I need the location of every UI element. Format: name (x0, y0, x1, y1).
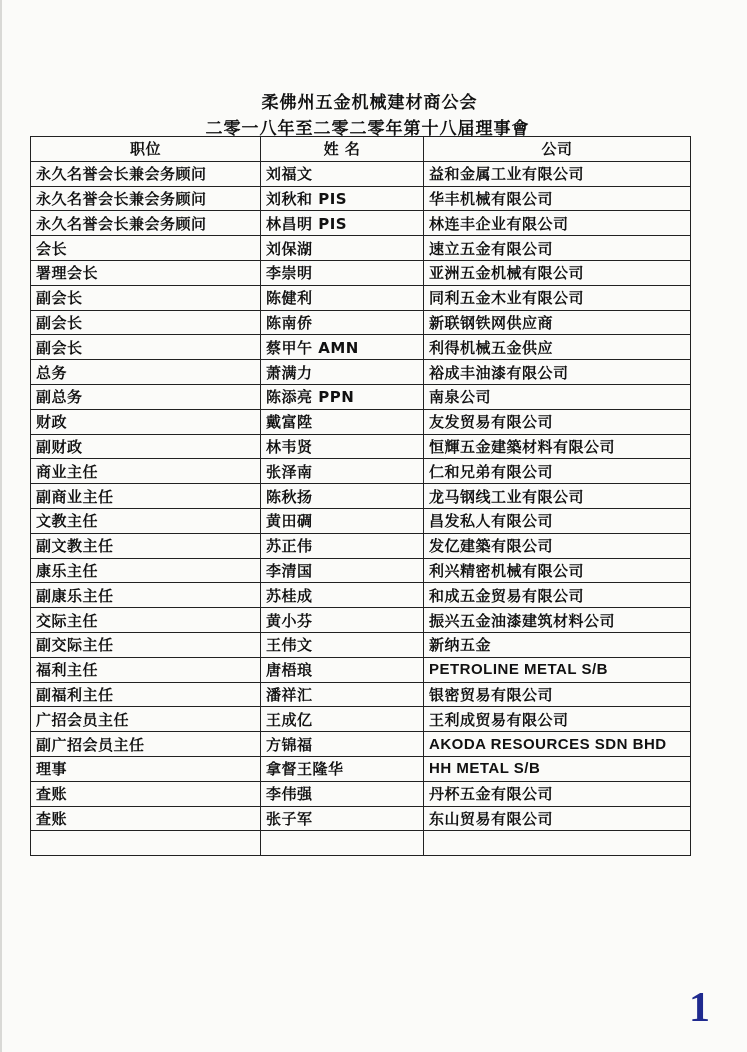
cell-name: 王伟文 (261, 632, 424, 657)
table-row (31, 806, 691, 831)
cell-name: 黄小芬 (261, 608, 424, 633)
table-row (31, 236, 691, 261)
cell-name: 林昌明 PIS (261, 211, 424, 236)
cell-company: PETROLINE METAL S/B (424, 657, 691, 682)
table-row (31, 831, 691, 856)
document-subtitle: 二零一八年至二零二零年第十八届理事會 (205, 119, 530, 139)
table-row (31, 335, 691, 360)
cell-position: 广招会员主任 (31, 707, 261, 732)
cell-name: 刘秋和 PIS (261, 186, 424, 211)
cell-name: 潘祥汇 (261, 682, 424, 707)
cell-company: 亚洲五金机械有限公司 (424, 260, 691, 285)
table-row (31, 409, 691, 434)
table-row (31, 682, 691, 707)
cell-name: 陈南侨 (261, 310, 424, 335)
cell-company: 利得机械五金供应 (424, 335, 691, 360)
cell-name: 戴富陞 (261, 409, 424, 434)
cell-company: 裕成丰油漆有限公司 (424, 360, 691, 385)
cell-position: 总务 (31, 360, 261, 385)
cell-position: 查账 (31, 806, 261, 831)
cell-name: 林韦贤 (261, 434, 424, 459)
table-row (31, 583, 691, 608)
table-row (31, 384, 691, 409)
cell-name: 王成亿 (261, 707, 424, 732)
cell-company: 林连丰企业有限公司 (424, 211, 691, 236)
table-row (31, 161, 691, 186)
cell-company: 银密贸易有限公司 (424, 682, 691, 707)
cell-company: 和成五金贸易有限公司 (424, 583, 691, 608)
table-row (31, 632, 691, 657)
cell-company: AKODA RESOURCES SDN BHD (424, 732, 691, 757)
cell-name: 苏正伟 (261, 533, 424, 558)
cell-position: 永久名誉会长兼会务顾问 (31, 186, 261, 211)
cell-position: 永久名誉会长兼会务顾问 (31, 161, 261, 186)
table-row (31, 707, 691, 732)
cell-name: 刘福文 (261, 161, 424, 186)
column-header-name: 姓 名 (261, 137, 424, 162)
table-row (31, 756, 691, 781)
table-row (31, 781, 691, 806)
cell-position: 商业主任 (31, 459, 261, 484)
table-row (31, 484, 691, 509)
cell-name: 拿督王隆华 (261, 756, 424, 781)
column-header-position: 职位 (31, 137, 261, 162)
cell-name: 陈添亮 PPN (261, 384, 424, 409)
committee-table (30, 136, 691, 856)
cell-company: 速立五金有限公司 (424, 236, 691, 261)
table-row (31, 310, 691, 335)
cell-name: 李伟强 (261, 781, 424, 806)
table-row (31, 260, 691, 285)
cell-position: 查账 (31, 781, 261, 806)
cell-position: 康乐主任 (31, 558, 261, 583)
table-row (31, 211, 691, 236)
cell-company: 丹杯五金有限公司 (424, 781, 691, 806)
cell-name: 萧满力 (261, 360, 424, 385)
cell-position: 会长 (31, 236, 261, 261)
cell-position: 副商业主任 (31, 484, 261, 509)
page-number: 1 (689, 985, 710, 1031)
cell-name: 苏桂成 (261, 583, 424, 608)
cell-position: 交际主任 (31, 608, 261, 633)
cell-position: 永久名誉会长兼会务顾问 (31, 211, 261, 236)
cell-position (31, 831, 261, 856)
cell-position: 副福利主任 (31, 682, 261, 707)
cell-position: 副财政 (31, 434, 261, 459)
cell-company: 同利五金木业有限公司 (424, 285, 691, 310)
cell-position: 文教主任 (31, 508, 261, 533)
cell-position: 财政 (31, 409, 261, 434)
cell-company: HH METAL S/B (424, 756, 691, 781)
cell-company: 利兴精密机械有限公司 (424, 558, 691, 583)
cell-name: 黄田碉 (261, 508, 424, 533)
table-row (31, 434, 691, 459)
table-row (31, 608, 691, 633)
cell-position: 署理会长 (31, 260, 261, 285)
cell-position: 副会长 (31, 335, 261, 360)
cell-name: 唐梧琅 (261, 657, 424, 682)
cell-name: 刘保湖 (261, 236, 424, 261)
cell-company: 华丰机械有限公司 (424, 186, 691, 211)
cell-company: 仁和兄弟有限公司 (424, 459, 691, 484)
cell-position: 理事 (31, 756, 261, 781)
cell-company: 发亿建築有限公司 (424, 533, 691, 558)
table-row (31, 360, 691, 385)
cell-name: 张泽南 (261, 459, 424, 484)
cell-position: 副会长 (31, 285, 261, 310)
cell-company: 东山贸易有限公司 (424, 806, 691, 831)
cell-name: 张子军 (261, 806, 424, 831)
cell-position: 福利主任 (31, 657, 261, 682)
cell-company: 友发贸易有限公司 (424, 409, 691, 434)
cell-position: 副交际主任 (31, 632, 261, 657)
cell-name: 方锦福 (261, 732, 424, 757)
cell-position: 副总务 (31, 384, 261, 409)
table-header-row (31, 137, 691, 162)
cell-position: 副会长 (31, 310, 261, 335)
cell-position: 副文教主任 (31, 533, 261, 558)
table-row (31, 533, 691, 558)
cell-name: 李崇明 (261, 260, 424, 285)
cell-position: 副广招会员主任 (31, 732, 261, 757)
cell-company: 新纳五金 (424, 632, 691, 657)
cell-name: 李清国 (261, 558, 424, 583)
cell-name (261, 831, 424, 856)
cell-company: 王利成贸易有限公司 (424, 707, 691, 732)
document-title: 柔佛州五金机械建材商公会 (261, 93, 478, 113)
cell-company: 新联钢铁网供应商 (424, 310, 691, 335)
cell-company: 振兴五金油漆建筑材料公司 (424, 608, 691, 633)
cell-company: 恒輝五金建築材料有限公司 (424, 434, 691, 459)
cell-company: 南泉公司 (424, 384, 691, 409)
table-row (31, 459, 691, 484)
table-row (31, 657, 691, 682)
cell-company: 益和金属工业有限公司 (424, 161, 691, 186)
cell-company: 龙马钢线工业有限公司 (424, 484, 691, 509)
cell-name: 陈秋扬 (261, 484, 424, 509)
table-row (31, 558, 691, 583)
table-row (31, 508, 691, 533)
cell-company (424, 831, 691, 856)
table-row (31, 285, 691, 310)
cell-position: 副康乐主任 (31, 583, 261, 608)
table-row (31, 732, 691, 757)
cell-name: 陈健利 (261, 285, 424, 310)
column-header-company: 公司 (424, 137, 691, 162)
cell-name: 蔡甲午 AMN (261, 335, 424, 360)
table-row (31, 186, 691, 211)
cell-company: 昌发私人有限公司 (424, 508, 691, 533)
